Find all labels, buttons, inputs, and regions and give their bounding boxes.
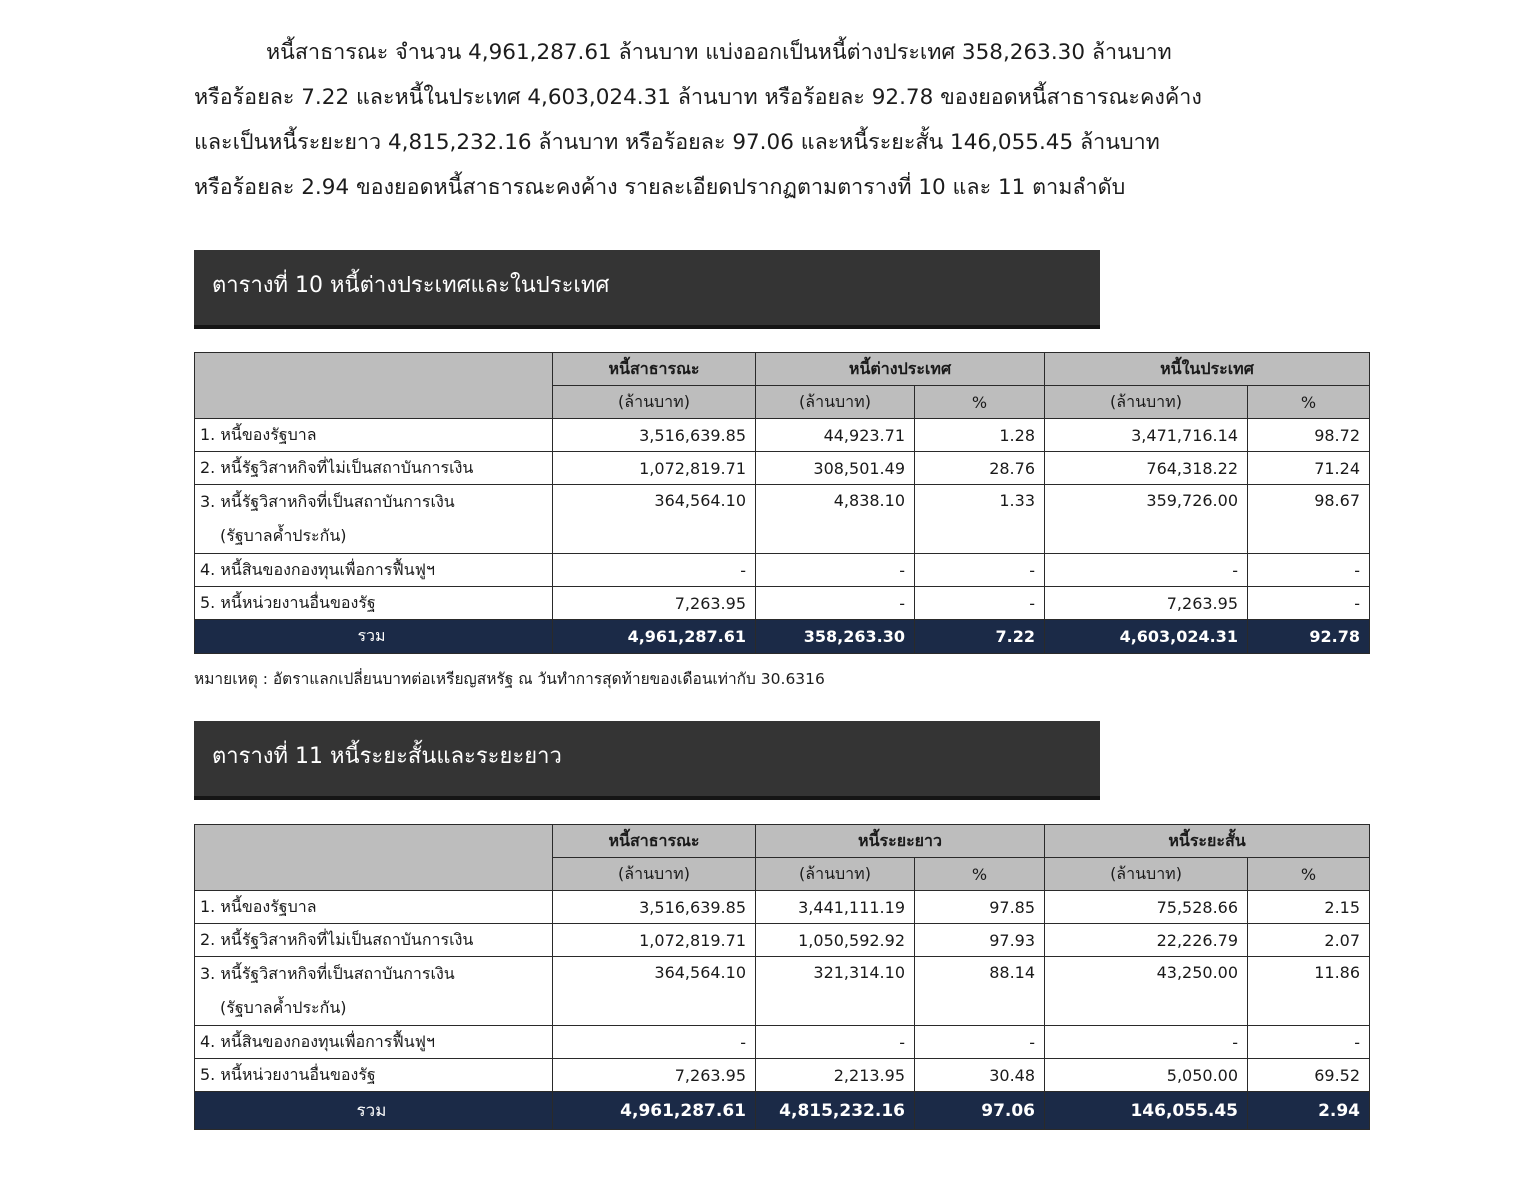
- header-unit: (ล้านบาท): [756, 858, 915, 891]
- row-label: [195, 485, 553, 554]
- table10-title: ตารางที่ 10 หนี้ต่างประเทศและในประเทศ: [212, 273, 610, 298]
- cell-long-term-pct: 97.93: [915, 924, 1045, 957]
- cell-foreign-pct: 28.76: [915, 452, 1045, 485]
- row-label: 1. หนี้ของรัฐบาล: [195, 419, 553, 452]
- table-row: [195, 485, 1370, 554]
- header-unit: (ล้านบาท): [1045, 858, 1248, 891]
- table-total-row: [195, 1092, 1370, 1130]
- cell-domestic-pct: 98.72: [1248, 419, 1370, 452]
- cell-foreign: 308,501.49: [756, 452, 915, 485]
- cell-short-term: 22,226.79: [1045, 924, 1248, 957]
- cell-short-term: 5,050.00: [1045, 1059, 1248, 1092]
- cell-short-term-pct: -: [1248, 1026, 1370, 1059]
- row-label: 2. หนี้รัฐวิสาหกิจที่ไม่เป็นสถาบันการเงิน: [195, 452, 553, 485]
- exchange-rate-note: หมายเหตุ : อัตราแลกเปลี่ยนบาทต่อเหรียญสหรัฐ ณ วันทำการสุดท้ายของเดือนเท่ากับ 30.6316: [194, 670, 825, 688]
- cell-domestic: 7,263.95: [1045, 587, 1248, 620]
- cell-public-debt: 3,516,639.85: [553, 891, 756, 924]
- row-label-sub: (รัฐบาลค้ำประกัน): [220, 998, 347, 1017]
- cell-public-debt: 7,263.95: [553, 587, 756, 620]
- total-short-term-pct: 2.94: [1248, 1092, 1370, 1130]
- total-foreign: 358,263.30: [756, 620, 915, 654]
- total-public-debt: 4,961,287.61: [553, 620, 756, 654]
- header-unit: (ล้านบาท): [1045, 386, 1248, 419]
- paragraph-line: หรือร้อยละ 7.22 และหนี้ในประเทศ 4,603,024.31 ล้านบาท หรือร้อยละ 92.78 ของยอดหนี้สาธารณะคงค้าง: [194, 85, 1202, 110]
- cell-public-debt: 364,564.10: [553, 485, 756, 554]
- header-unit: (ล้านบาท): [553, 858, 756, 891]
- cell-long-term-pct: 88.14: [915, 957, 1045, 1026]
- cell-domestic: 3,471,716.14: [1045, 419, 1248, 452]
- cell-long-term: 1,050,592.92: [756, 924, 915, 957]
- total-public-debt: 4,961,287.61: [553, 1092, 756, 1130]
- cell-foreign-pct: -: [915, 554, 1045, 587]
- cell-domestic: 764,318.22: [1045, 452, 1248, 485]
- total-label: รวม: [195, 1092, 553, 1130]
- total-foreign-pct: 7.22: [915, 620, 1045, 654]
- header-percent: %: [915, 858, 1045, 891]
- intro-paragraph: [194, 30, 1424, 210]
- table-header-row: [195, 353, 1370, 386]
- cell-foreign: -: [756, 587, 915, 620]
- cell-public-debt: -: [553, 1026, 756, 1059]
- cell-public-debt: 3,516,639.85: [553, 419, 756, 452]
- cell-foreign: 4,838.10: [756, 485, 915, 554]
- total-domestic-pct: 92.78: [1248, 620, 1370, 654]
- header-unit: (ล้านบาท): [756, 386, 915, 419]
- cell-domestic-pct: -: [1248, 554, 1370, 587]
- paragraph-line: และเป็นหนี้ระยะยาว 4,815,232.16 ล้านบาท หรือร้อยละ 97.06 และหนี้ระยะสั้น 146,055.45 ล้านบาท: [194, 130, 1160, 155]
- header-short-term-debt: หนี้ระยะสั้น: [1045, 825, 1370, 858]
- table-row: [195, 891, 1370, 924]
- cell-foreign: 44,923.71: [756, 419, 915, 452]
- cell-domestic: 359,726.00: [1045, 485, 1248, 554]
- header-foreign-debt: หนี้ต่างประเทศ: [756, 353, 1045, 386]
- table-row: [195, 924, 1370, 957]
- table-row: [195, 452, 1370, 485]
- row-label-main: 3. หนี้รัฐวิสาหกิจที่เป็นสถาบันการเงิน: [200, 492, 455, 511]
- header-long-term-debt: หนี้ระยะยาว: [756, 825, 1045, 858]
- row-label-sub: (รัฐบาลค้ำประกัน): [220, 526, 347, 545]
- row-label-main: 3. หนี้รัฐวิสาหกิจที่เป็นสถาบันการเงิน: [200, 964, 455, 983]
- cell-long-term: 2,213.95: [756, 1059, 915, 1092]
- cell-short-term: 43,250.00: [1045, 957, 1248, 1026]
- cell-foreign-pct: 1.33: [915, 485, 1045, 554]
- cell-public-debt: -: [553, 554, 756, 587]
- cell-foreign: -: [756, 554, 915, 587]
- header-public-debt: หนี้สาธารณะ: [553, 353, 756, 386]
- table10-foreign-domestic-debt: [194, 352, 1370, 654]
- cell-domestic: -: [1045, 554, 1248, 587]
- header-percent: %: [1248, 386, 1370, 419]
- cell-short-term-pct: 2.15: [1248, 891, 1370, 924]
- cell-long-term: -: [756, 1026, 915, 1059]
- total-long-term: 4,815,232.16: [756, 1092, 915, 1130]
- cell-public-debt: 364,564.10: [553, 957, 756, 1026]
- header-domestic-debt: หนี้ในประเทศ: [1045, 353, 1370, 386]
- table-row: [195, 1026, 1370, 1059]
- cell-public-debt: 1,072,819.71: [553, 452, 756, 485]
- cell-domestic-pct: 71.24: [1248, 452, 1370, 485]
- cell-long-term: 3,441,111.19: [756, 891, 915, 924]
- table11-title-banner: [194, 721, 1100, 800]
- row-label: 4. หนี้สินของกองทุนเพื่อการฟื้นฟูฯ: [195, 1026, 553, 1059]
- header-corner: [195, 825, 553, 891]
- paragraph-line: หรือร้อยละ 2.94 ของยอดหนี้สาธารณะคงค้าง รายละเอียดปรากฏตามตารางที่ 10 และ 11 ตามลำดับ: [194, 175, 1126, 200]
- cell-short-term-pct: 69.52: [1248, 1059, 1370, 1092]
- table-row: [195, 957, 1370, 1026]
- cell-long-term: 321,314.10: [756, 957, 915, 1026]
- paragraph-line: หนี้สาธารณะ จำนวน 4,961,287.61 ล้านบาท แบ่งออกเป็นหนี้ต่างประเทศ 358,263.30 ล้านบาท: [266, 40, 1172, 65]
- row-label: 5. หนี้หน่วยงานอื่นของรัฐ: [195, 1059, 553, 1092]
- cell-short-term: 75,528.66: [1045, 891, 1248, 924]
- table10-title-banner: [194, 250, 1100, 329]
- table-row: [195, 1059, 1370, 1092]
- table-header-row: [195, 825, 1370, 858]
- cell-foreign-pct: -: [915, 587, 1045, 620]
- row-label: 2. หนี้รัฐวิสาหกิจที่ไม่เป็นสถาบันการเงิน: [195, 924, 553, 957]
- cell-public-debt: 7,263.95: [553, 1059, 756, 1092]
- cell-short-term-pct: 11.86: [1248, 957, 1370, 1026]
- header-percent: %: [915, 386, 1045, 419]
- cell-domestic-pct: -: [1248, 587, 1370, 620]
- total-long-term-pct: 97.06: [915, 1092, 1045, 1130]
- header-percent: %: [1248, 858, 1370, 891]
- row-label: [195, 957, 553, 1026]
- table-row: [195, 587, 1370, 620]
- row-label: 5. หนี้หน่วยงานอื่นของรัฐ: [195, 587, 553, 620]
- cell-long-term-pct: 97.85: [915, 891, 1045, 924]
- table-row: [195, 419, 1370, 452]
- cell-short-term-pct: 2.07: [1248, 924, 1370, 957]
- cell-public-debt: 1,072,819.71: [553, 924, 756, 957]
- header-public-debt: หนี้สาธารณะ: [553, 825, 756, 858]
- cell-domestic-pct: 98.67: [1248, 485, 1370, 554]
- table11-title: ตารางที่ 11 หนี้ระยะสั้นและระยะยาว: [212, 744, 562, 769]
- cell-long-term-pct: -: [915, 1026, 1045, 1059]
- total-domestic: 4,603,024.31: [1045, 620, 1248, 654]
- cell-short-term: -: [1045, 1026, 1248, 1059]
- cell-foreign-pct: 1.28: [915, 419, 1045, 452]
- row-label: 1. หนี้ของรัฐบาล: [195, 891, 553, 924]
- header-corner: [195, 353, 553, 419]
- header-unit: (ล้านบาท): [553, 386, 756, 419]
- table11-short-long-term-debt: [194, 824, 1370, 1130]
- table-row: [195, 554, 1370, 587]
- total-label: รวม: [195, 620, 553, 654]
- row-label: 4. หนี้สินของกองทุนเพื่อการฟื้นฟูฯ: [195, 554, 553, 587]
- cell-long-term-pct: 30.48: [915, 1059, 1045, 1092]
- total-short-term: 146,055.45: [1045, 1092, 1248, 1130]
- table-total-row: [195, 620, 1370, 654]
